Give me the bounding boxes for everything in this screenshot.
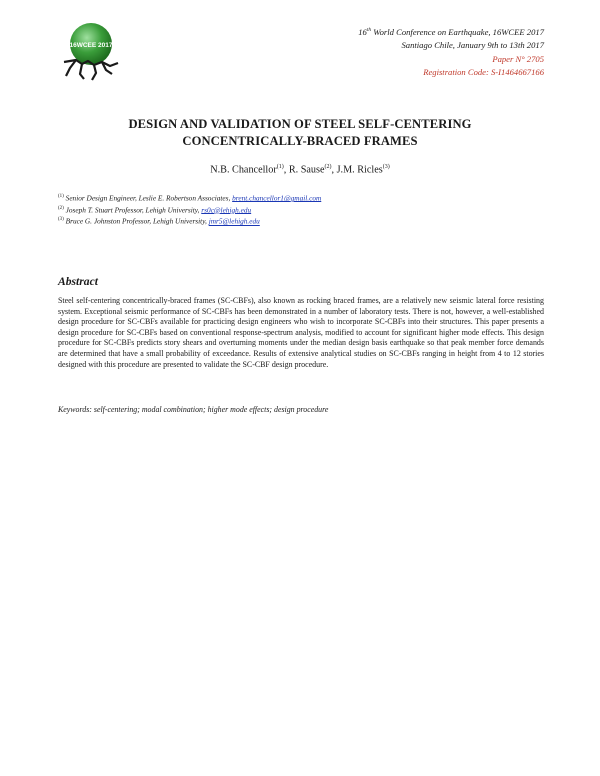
author-list: N.B. Chancellor$^{(1)}$, R. Sause$^{(2)}$, J.M. Ricles$^{(3)}$ bbox=[210, 164, 390, 176]
logo-crack-icon bbox=[64, 60, 118, 80]
conference-logo bbox=[58, 16, 122, 82]
abstract-body: Steel self-centering concentrically-braced frames (SC-CBFs), also known as rocking braced frames, are a relatively new seismic lateral force resisting system. Exceptional seismic performance of SC-CBFs has been demonstrated in a number of laboratory tests. There is not, however, a well-established design procedure for SC-CBFs available for practicing design engineers who wish to incorporate SC-CBFs into their structures. This paper presents a design procedure for SC-CBFs based on conventional response-spectrum analysis, modified to account for significant higher mode effects. This design procedure for SC-CBFs predicts story shears and overturning moments under the median design basis earthquake so that peak member force demands are determined that have a small probability of exceedance. Results of extensive analytical studies on SC-CBFs ranging in height from 4 to 12 stories designed with this procedure are presented to validate the SC-CBF design procedure. bbox=[58, 296, 544, 369]
title-line-2: CONCENTRICALLY-BRACED FRAMES bbox=[182, 133, 418, 148]
author-name: N.B. Chancellor bbox=[210, 164, 277, 176]
affiliation-3: $^{(3)}$ Bruce G. Johnston Professor, Lehigh University, jmr5@lehigh.edu bbox=[58, 216, 260, 226]
email-link[interactable]: jmr5@lehigh.edu bbox=[208, 216, 260, 226]
email-link[interactable]: rs0c@lehigh.edu bbox=[201, 205, 252, 215]
paper-title bbox=[60, 116, 540, 149]
conference-header bbox=[358, 26, 544, 80]
registration-code: Registration Code: S-I1464667166 bbox=[423, 67, 544, 78]
affiliations bbox=[58, 192, 321, 227]
affiliation-2: $^{(2)}$ Joseph T. Stuart Professor, Lehigh University, rs0c@lehigh.edu bbox=[58, 205, 252, 215]
author-ref: (1) bbox=[276, 164, 284, 170]
keywords: Keywords: self-centering; modal combination; higher mode effects; design procedure bbox=[58, 405, 329, 414]
abstract-heading: Abstract bbox=[58, 275, 98, 288]
author-ref: (3) bbox=[382, 164, 390, 170]
author-name: R. Sause bbox=[288, 164, 325, 176]
affiliation-1: $^{(1)}$ Senior Design Engineer, Leslie E. Robertson Associates, brent.chancellor1@gmail.com bbox=[58, 193, 322, 203]
email-link[interactable]: brent.chancellor1@gmail.com bbox=[232, 193, 322, 203]
title-line-1: DESIGN AND VALIDATION OF STEEL SELF-CENTERING bbox=[128, 117, 472, 131]
conference-location-date: Santiago Chile, January 9th to 13th 2017 bbox=[401, 40, 544, 51]
logo-text: 16WCEE 2017 bbox=[69, 42, 113, 49]
author-name: J.M. Ricles bbox=[336, 164, 383, 176]
paper-number: Paper N° 2705 bbox=[492, 53, 544, 64]
author-ref: (2) bbox=[324, 164, 332, 170]
conference-name: 16th World Conference on Earthquake, 16WCEE 2017 bbox=[358, 27, 544, 37]
